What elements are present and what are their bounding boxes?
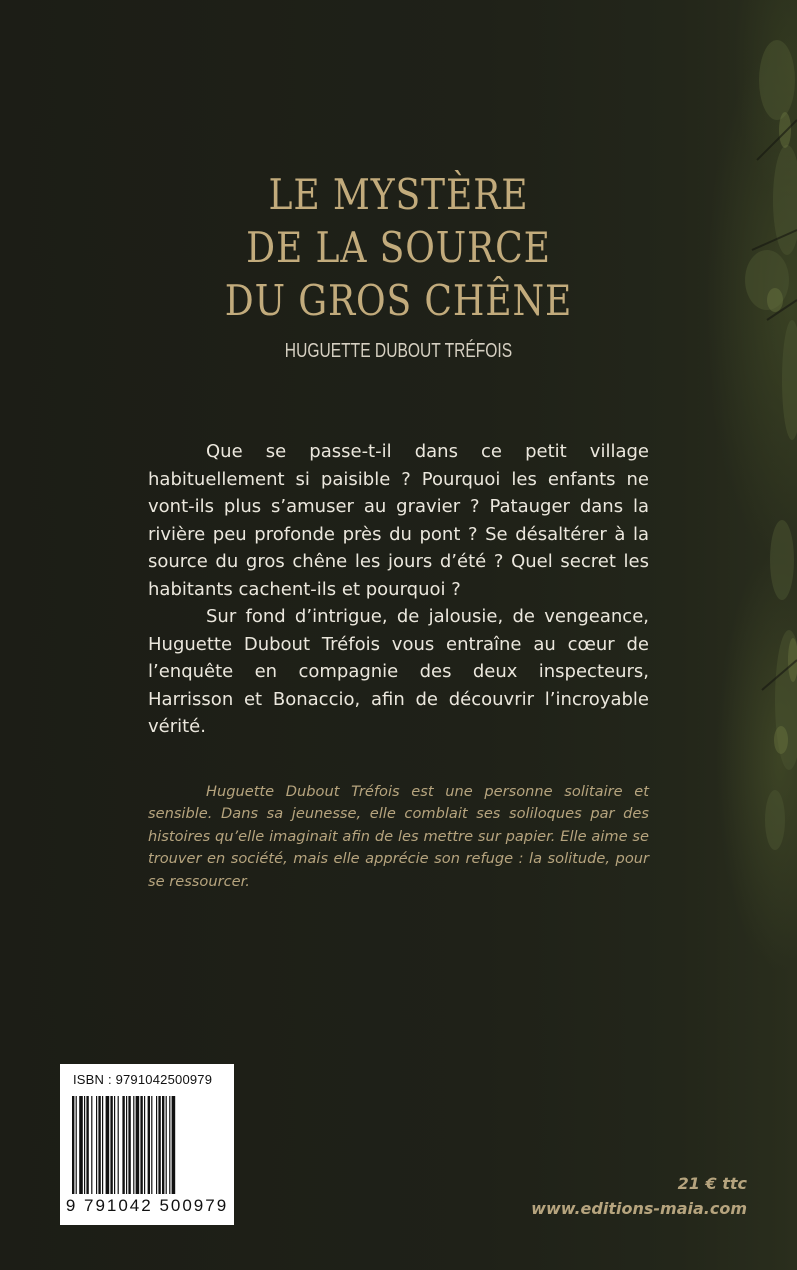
barcode-icon xyxy=(68,1096,226,1196)
title-line: DU GROS CHÊNE xyxy=(224,276,573,325)
blurb xyxy=(148,438,649,741)
book-title xyxy=(56,168,741,327)
author-bio: Huguette Dubout Tréfois est une personne solitaire et sensible. Dans sa jeunesse, elle comblait ses soliloques par des histoires qu’elle imaginait afin de les mettre sur papier. Elle aime se trouver en société, mais elle apprécie son refuge : la solitude, pour se ressourcer. xyxy=(148,783,649,890)
publisher-website: www.editions-maia.com xyxy=(531,1199,747,1218)
author-name: HUGUETTE DUBOUT TRÉFOIS xyxy=(284,340,513,362)
title-line: LE MYSTÈRE xyxy=(268,170,529,219)
isbn-label: ISBN : 9791042500979 xyxy=(73,1072,213,1087)
title-line: DE LA SOURCE xyxy=(246,223,551,272)
blurb-paragraph: Que se passe-t-il dans ce petit village habituellement si paisible ? Pourquoi les enfants ne vont-ils plus s’amuser au gravier ? Patauger dans la rivière peu profonde près du pont ? Se désaltérer à la source du gros chêne les jours d’été ? Quel secret les habitants cachent-ils et pourquoi ? xyxy=(148,441,649,600)
blurb-paragraph: Sur fond d’intrigue, de jalousie, de vengeance, Huguette Dubout Tréfois vous entraîne au cœur de l’enquête en compagnie des deux inspecteurs, Harrisson et Bonaccio, afin de découvrir l’incroyable vérité. xyxy=(148,606,649,737)
price: 21 € ttc xyxy=(677,1174,747,1193)
barcode-panel xyxy=(60,1064,234,1225)
barcode-digits: 9 791042 500979 xyxy=(65,1196,229,1215)
